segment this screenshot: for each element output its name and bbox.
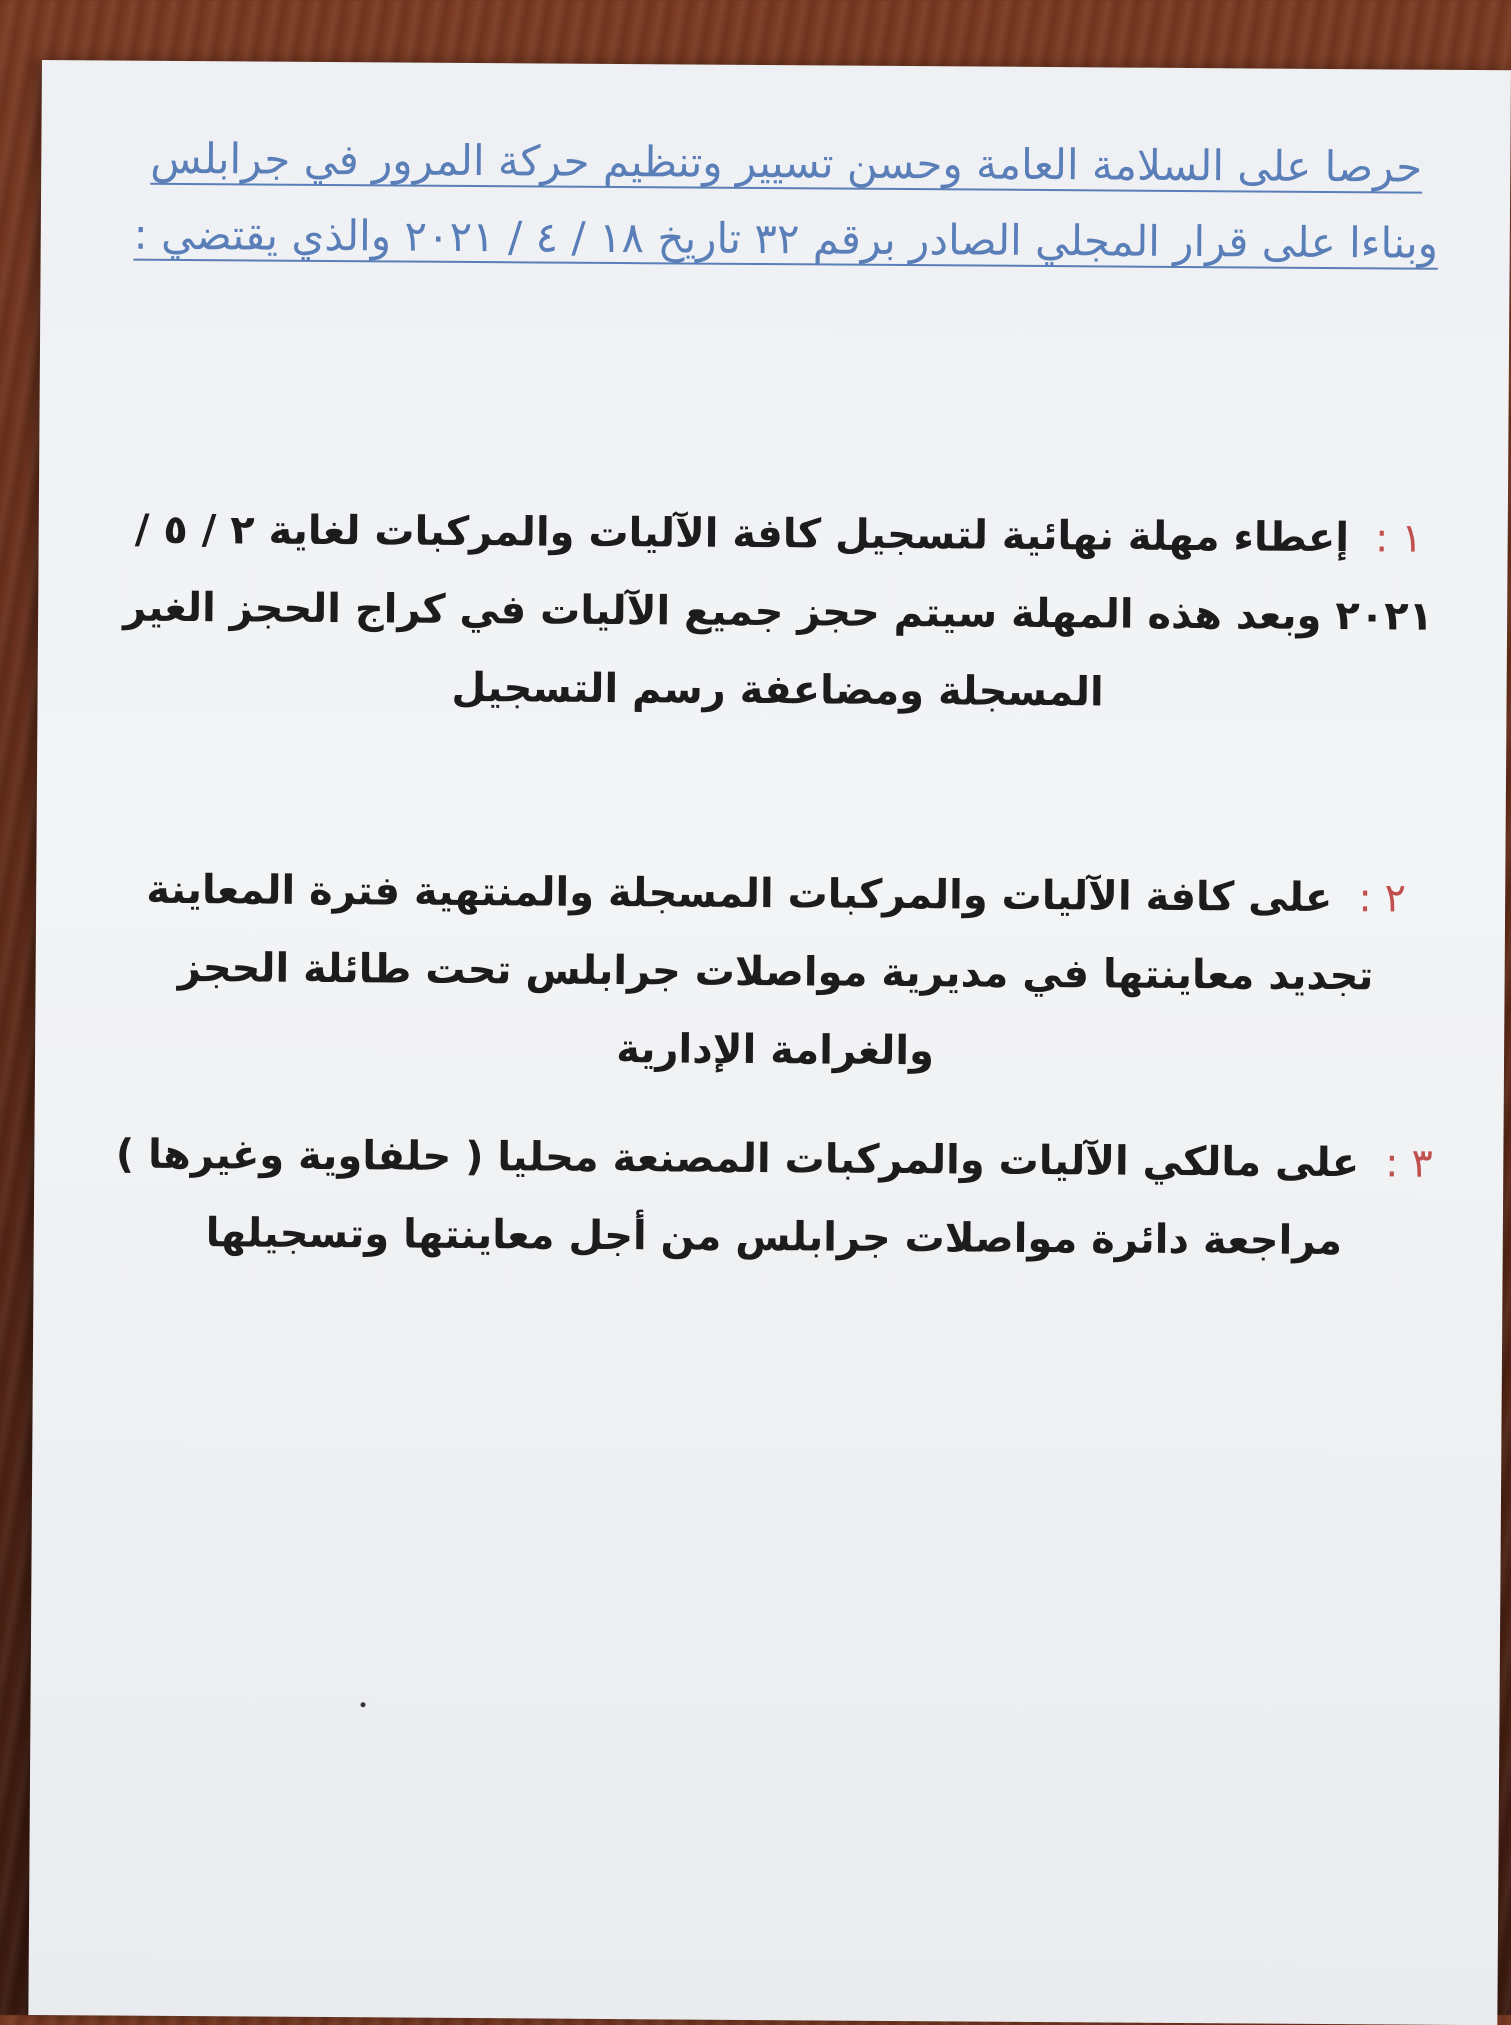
- heading-text: حرصا على السلامة العامة وحسن تسيير وتنظيم حركة المرور في جرابلس وبناءا على قرار المجلي الصادر برقم ٣٢ تاريخ ١٨ / ٤ / ٢٠٢١ والذي يقتضي :: [133, 133, 1439, 268]
- item-text: على كافة الآليات والمركبات المسجلة والمنتهية فترة المعاينة تجديد معاينتها في مديرية مواصلات جرابلس تحت طائلة الحجز والغرامة الإدارية: [146, 866, 1374, 1075]
- list-item: [97, 490, 1459, 733]
- list-item: [94, 1115, 1455, 1280]
- item-number: ٣ :: [1384, 1140, 1433, 1187]
- item-text: إعطاء مهلة نهائية لتسجيل كافة الآليات والمركبات لغاية ٢ / ٥ / ٢٠٢١ وبعد هذه المهلة سيتم حجز جميع الآليات في كراج الحجز الغير المسجلة ومضاعفة رسم التسجيل: [123, 506, 1434, 716]
- item-text: على مالكي الآليات والمركبات المصنعة محليا ( حلفاوية وغيرها ) مراجعة دائرة مواصلات جرابلس من أجل معاينتها وتسجيلها: [115, 1131, 1360, 1265]
- document-heading: [131, 121, 1442, 282]
- paper-sheet: [28, 60, 1511, 2025]
- item-number: ١ :: [1374, 515, 1423, 562]
- item-number: ٢ :: [1358, 875, 1407, 922]
- list-item: [95, 850, 1457, 1093]
- ink-dot: [361, 1702, 366, 1707]
